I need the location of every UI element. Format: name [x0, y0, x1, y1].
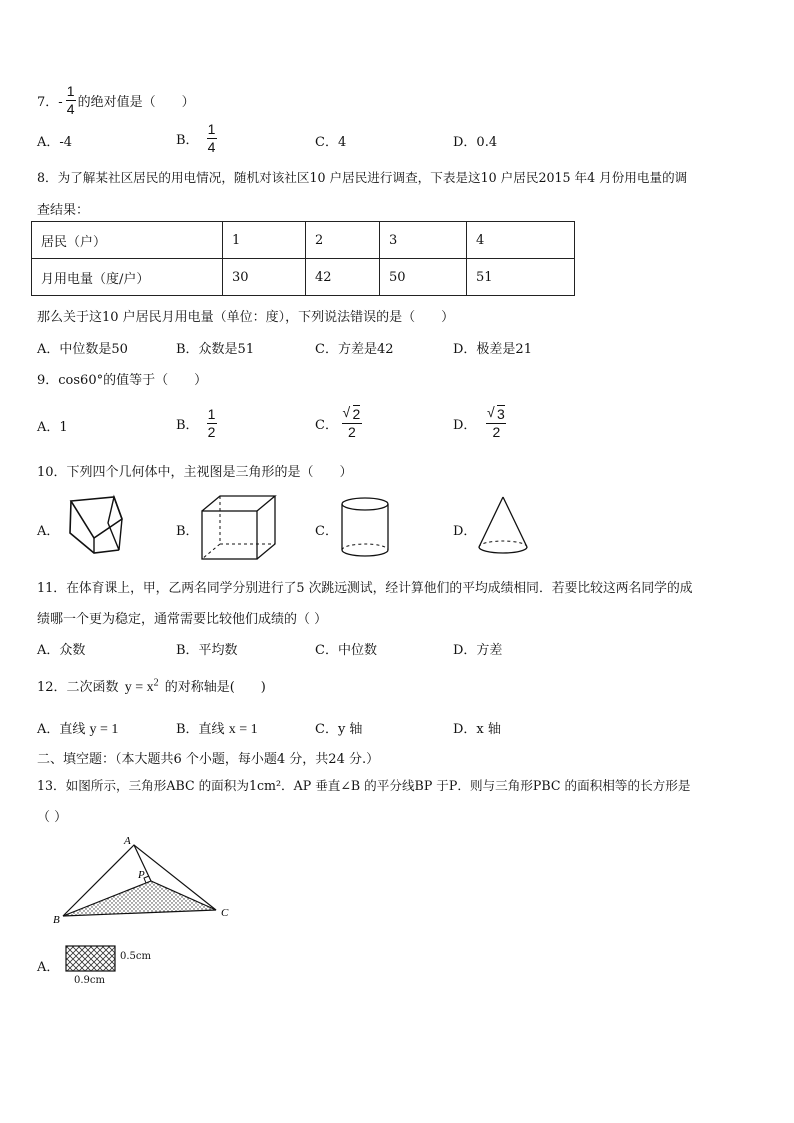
table-cell: 30	[223, 259, 306, 296]
q7-option-d: D．0.4	[453, 135, 498, 150]
q8-data-table	[31, 221, 575, 296]
q7-stem	[37, 82, 195, 118]
table-cell: 51	[467, 259, 575, 296]
table-cell: 1	[223, 222, 306, 259]
vertex-label-a: A	[124, 835, 131, 847]
q10-option-c-label: C．	[315, 524, 338, 539]
q11-stem-line2: 绩哪一个更为稳定，通常需要比较他们成绩的（ ）	[37, 612, 328, 627]
point-label-p: P	[138, 869, 145, 881]
q8-stem-line2: 查结果：	[37, 203, 90, 218]
triangle-abc-figure	[45, 832, 245, 932]
q13-option-a-label: A．	[37, 960, 60, 975]
vertex-label-b: B	[53, 914, 60, 926]
cone-figure	[475, 494, 531, 558]
q9-option-c-fraction: √ $\frac{2}{2}$	[342, 407, 362, 440]
table-cell: 50	[380, 259, 467, 296]
q7-prefix: 7．-	[37, 94, 63, 110]
q9-option-d-fraction: √ $\frac{3}{2}$	[486, 407, 506, 440]
q10-option-d-label: D．	[453, 524, 477, 539]
q11-option-c: C．中位数	[315, 643, 377, 658]
rectangle-option-a-figure	[64, 944, 118, 974]
q12-function: $y = x^2$	[124, 677, 159, 695]
q12-option-c: C．y 轴	[315, 722, 363, 737]
q9-option-a: A．1	[37, 420, 68, 435]
q13-stem-line1: 13．如图所示，三角形ABC 的面积为1cm²．AP 垂直∠B 的平分线BP 于P．则与三角形PBC 的面积相等的长方形是	[37, 778, 691, 793]
cube-figure	[198, 493, 278, 563]
q9-option-b-fraction: $\frac{1}{2}$	[207, 405, 216, 440]
q8-question: 那么关于这10 户居民月用电量（单位：度），下列说法错误的是（ ）	[37, 310, 455, 325]
q12-stem: 12．二次函数 $y = x^2$ 的对称轴是( )	[37, 677, 266, 695]
q9-option-b: B． $\frac{1}{2}$	[176, 405, 216, 440]
q11-option-a: A．众数	[37, 643, 86, 658]
q11-stem-line1: 11．在体育课上，甲，乙两名同学分别进行了5 次跳远测试，经计算他们的平均成绩相同．若要比较这两名同学的成	[37, 581, 693, 596]
q10-stem: 10．下列四个几何体中，主视图是三角形的是（ ）	[37, 465, 353, 480]
table-cell: 4	[467, 222, 575, 259]
q8-option-d: D．极差是21	[453, 342, 532, 357]
table-cell: 2	[306, 222, 380, 259]
q8-option-c: C．方差是42	[315, 342, 394, 357]
q7-option-b-fraction: $\frac{1}{4}$	[207, 120, 216, 155]
q7-fraction: $\frac{1}{4}$	[66, 82, 75, 117]
cylinder-figure	[337, 494, 393, 562]
q12-option-a: A．直线 y = 1	[37, 722, 119, 737]
table-row	[32, 259, 575, 296]
rect-width-label: 0.9cm	[74, 975, 105, 986]
triangular-prism-figure	[66, 493, 128, 557]
table-cell: 42	[306, 259, 380, 296]
q12-option-d: D．x 轴	[453, 722, 501, 737]
q11-option-d: D．方差	[453, 643, 503, 658]
q7-option-b: B． $\frac{1}{4}$	[176, 120, 216, 155]
table-header-cell: 月用电量（度/户）	[32, 259, 223, 296]
q10-option-b-label: B．	[176, 524, 199, 539]
q11-option-b: B．平均数	[176, 643, 238, 658]
q8-option-a: A．中位数是50	[37, 342, 128, 357]
section-2-title: 二、填空题：（本大题共6 个小题，每小题4 分，共24 分.）	[37, 752, 380, 767]
vertex-label-c: C	[221, 907, 229, 919]
table-row	[32, 222, 575, 259]
q13-stem-line2: （ ）	[37, 810, 68, 825]
q7-option-a: A．-4	[37, 135, 73, 150]
q7-option-c: C．4	[315, 135, 347, 150]
rect-height-label: 0.5cm	[120, 951, 151, 962]
q9-stem: 9．cos60°的值等于（ ）	[37, 373, 208, 388]
q10-option-a-label: A．	[37, 524, 60, 539]
q9-option-d: D． √ $\frac{3}{2}$	[453, 404, 506, 442]
q9-option-c: C． √ $\frac{2}{2}$	[315, 404, 362, 442]
q7-suffix: 的绝对值是（ ）	[77, 94, 195, 110]
q8-option-b: B．众数是51	[176, 342, 255, 357]
q12-option-b: B．直线 x = 1	[176, 722, 258, 737]
table-header-cell: 居民（户）	[32, 222, 223, 259]
table-cell: 3	[380, 222, 467, 259]
q8-stem-line1: 8．为了解某社区居民的用电情况，随机对该社区10 户居民进行调查，下表是这10 户居民2015 年4 月份用电量的调	[37, 170, 688, 185]
